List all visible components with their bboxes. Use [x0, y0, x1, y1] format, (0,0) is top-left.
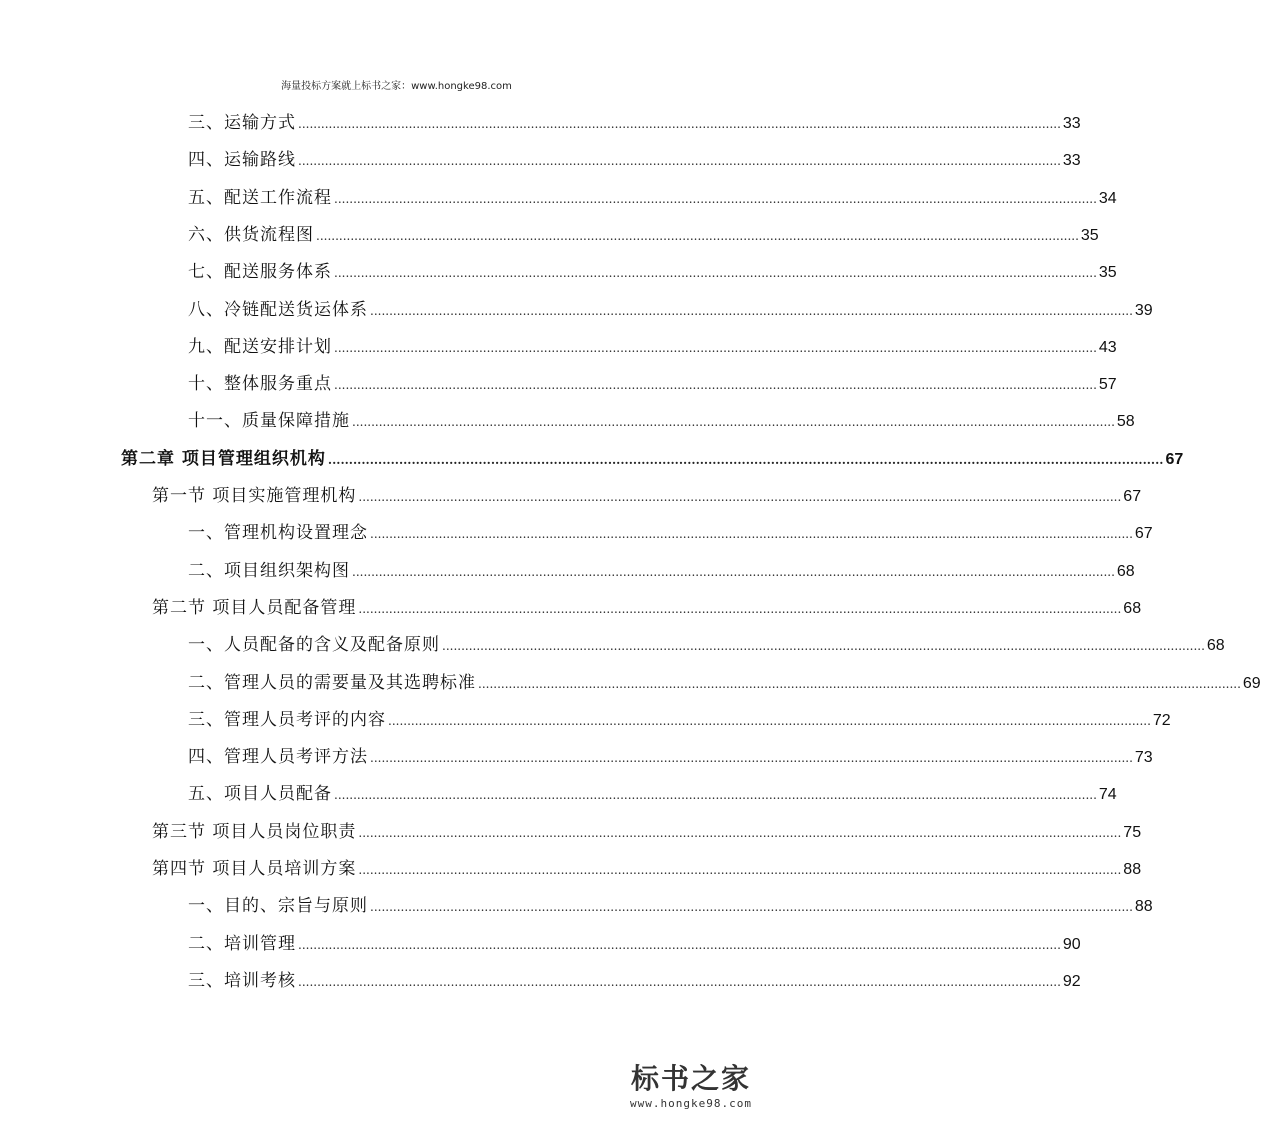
toc-entry-title: 第二节 项目人员配备管理: [152, 597, 357, 618]
toc-leader-dots: ........................................................................................................................................................................................................: [358, 863, 1122, 877]
toc-entry[interactable]: [188, 183, 1117, 211]
toc-entry-page: 58: [1116, 413, 1135, 431]
toc-entry-title: 九、配送安排计划: [188, 336, 332, 357]
toc-entry[interactable]: [188, 295, 1153, 323]
toc-entry-title: 一、人员配备的含义及配备原则: [188, 635, 440, 656]
toc-entry-page: 73: [1134, 749, 1153, 767]
brand-logo: [611, 1057, 771, 1110]
toc-leader-dots: ........................................................................................................................................................................................................: [352, 415, 1115, 430]
toc-leader-dots: ........................................................................................................................................................................................................: [316, 228, 1079, 243]
toc-entry-page: 67: [1123, 488, 1142, 505]
toc-entry-page: 92: [1062, 972, 1081, 990]
toc-entry[interactable]: [188, 332, 1117, 360]
toc-leader-dots: ........................................................................................................................................................................................................: [334, 191, 1097, 206]
toc-entry-title: 六、供货流程图: [188, 224, 314, 245]
toc-entry[interactable]: [188, 556, 1135, 584]
toc-entry[interactable]: [188, 929, 1081, 957]
toc-entry-title: 三、管理人员考评的内容: [188, 709, 386, 730]
toc-entry-page: 33: [1062, 152, 1081, 170]
toc-entry-page: 35: [1098, 264, 1117, 282]
toc-entry-title: 二、项目组织架构图: [188, 560, 350, 581]
toc-entry-page: 68: [1123, 599, 1142, 617]
toc-entry-page: 69: [1242, 674, 1261, 692]
toc-entry-title: 一、管理机构设置理念: [188, 523, 368, 544]
toc-entry-title: 十、整体服务重点: [188, 374, 332, 395]
toc-entry-title: 第一节 项目实施管理机构: [152, 486, 357, 506]
toc-leader-dots: ........................................................................................................................................................................................................: [327, 452, 1164, 467]
toc-leader-dots: ........................................................................................................................................................................................................: [334, 788, 1097, 803]
toc-entry[interactable]: [188, 406, 1135, 434]
toc-leader-dots: ........................................................................................................................................................................................................: [358, 601, 1122, 616]
toc-entry[interactable]: [121, 444, 1184, 472]
toc-entry[interactable]: [152, 854, 1142, 882]
toc-entry[interactable]: [152, 817, 1142, 845]
toc-leader-dots: ........................................................................................................................................................................................................: [334, 378, 1097, 393]
toc-entry[interactable]: [188, 668, 1261, 696]
toc-entry-title: 四、运输路线: [188, 150, 296, 171]
toc-leader-dots: ........................................................................................................................................................................................................: [358, 825, 1122, 840]
toc-leader-dots: ........................................................................................................................................................................................................: [370, 900, 1133, 915]
toc-entry-title: 七、配送服务体系: [188, 262, 332, 283]
toc-entry[interactable]: [188, 705, 1171, 733]
toc-entry[interactable]: [152, 481, 1142, 509]
toc-entry-title: 八、冷链配送货运体系: [188, 299, 368, 320]
toc-entry-page: 39: [1134, 301, 1153, 319]
toc-entry-title: 三、运输方式: [188, 113, 296, 133]
toc-entry-page: 90: [1062, 935, 1081, 953]
toc-entry-title: 四、管理人员考评方法: [188, 747, 368, 768]
toc-entry-page: 68: [1116, 562, 1135, 580]
toc-entry-title: 第四节 项目人员培训方案: [152, 859, 357, 879]
toc-entry[interactable]: [188, 630, 1225, 658]
page-header: 海量投标方案就上标书之家：www.hongke98.com: [281, 81, 512, 92]
toc-entry-page: 43: [1098, 338, 1117, 356]
toc-entry-page: 57: [1098, 376, 1117, 394]
toc-entry-page: 34: [1098, 189, 1117, 207]
toc-leader-dots: ........................................................................................................................................................................................................: [352, 564, 1115, 579]
toc-entry-page: 67: [1134, 525, 1153, 543]
toc-leader-dots: ........................................................................................................................................................................................................: [298, 117, 1061, 131]
toc-entry[interactable]: [188, 966, 1081, 994]
toc-leader-dots: ........................................................................................................................................................................................................: [442, 639, 1205, 654]
toc-entry-title: 五、项目人员配备: [188, 784, 332, 805]
toc-entry[interactable]: [188, 108, 1081, 136]
toc-entry-title: 二、培训管理: [188, 933, 296, 954]
toc-leader-dots: ........................................................................................................................................................................................................: [334, 340, 1097, 355]
toc-leader-dots: ........................................................................................................................................................................................................: [370, 303, 1133, 318]
toc-entry-title: 第二章 项目管理组织机构: [121, 448, 326, 469]
toc-entry-page: 74: [1098, 786, 1117, 804]
toc-entry-page: 75: [1123, 823, 1142, 841]
toc-entry[interactable]: [152, 593, 1142, 621]
toc-leader-dots: ........................................................................................................................................................................................................: [298, 974, 1061, 989]
toc-entry-title: 二、管理人员的需要量及其选聘标准: [188, 672, 476, 693]
toc-leader-dots: ........................................................................................................................................................................................................: [298, 937, 1061, 952]
toc-leader-dots: ........................................................................................................................................................................................................: [370, 527, 1133, 542]
toc-entry[interactable]: [188, 518, 1153, 546]
toc-entry-page: 68: [1206, 637, 1225, 655]
toc-entry-title: 第三节 项目人员岗位职责: [152, 821, 357, 842]
toc-entry-title: 三、培训考核: [188, 970, 296, 991]
brand-url: www.hongke98.com: [630, 1097, 752, 1110]
toc-entry-page: 35: [1080, 226, 1099, 244]
toc-entry-page: 72: [1152, 711, 1171, 729]
brand-name: 标书之家: [630, 1062, 751, 1095]
toc-entry[interactable]: [188, 220, 1099, 248]
toc-leader-dots: ........................................................................................................................................................................................................: [478, 676, 1241, 691]
toc-leader-dots: ........................................................................................................................................................................................................: [358, 490, 1122, 504]
toc-entry-title: 五、配送工作流程: [188, 187, 332, 208]
toc-entry[interactable]: [188, 369, 1117, 397]
toc-leader-dots: ........................................................................................................................................................................................................: [388, 713, 1151, 728]
toc-entry-page: 88: [1123, 861, 1142, 878]
toc-entry-title: 十一、质量保障措施: [188, 411, 350, 432]
toc-entry-page: 67: [1165, 450, 1184, 468]
toc-entry[interactable]: [188, 145, 1081, 173]
toc-entry-page: 33: [1062, 115, 1081, 132]
toc-leader-dots: ........................................................................................................................................................................................................: [334, 266, 1097, 281]
toc-entry[interactable]: [188, 742, 1153, 770]
toc-leader-dots: ........................................................................................................................................................................................................: [370, 751, 1133, 766]
toc-leader-dots: ........................................................................................................................................................................................................: [298, 154, 1061, 169]
toc-entry[interactable]: [188, 257, 1117, 285]
toc-entry[interactable]: [188, 891, 1153, 919]
toc-entry-title: 一、目的、宗旨与原则: [188, 896, 368, 917]
toc-entry-page: 88: [1134, 898, 1153, 916]
toc-entry[interactable]: [188, 779, 1117, 807]
